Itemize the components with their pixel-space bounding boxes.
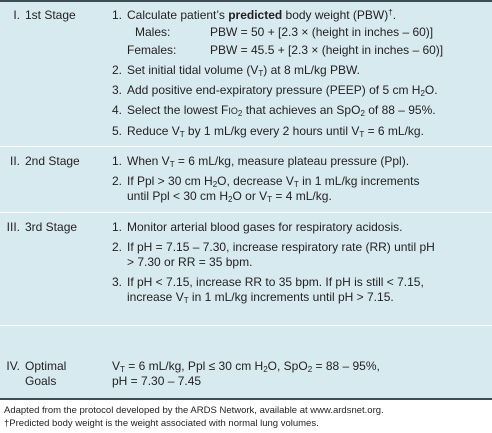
subscript: 2 [420, 89, 425, 98]
subscript: 2 [307, 365, 313, 374]
step-item [112, 124, 484, 139]
subscript: T [169, 160, 175, 169]
step-number: 2. [112, 174, 123, 188]
subscript: 2 [237, 109, 243, 118]
stage-label [6, 220, 98, 235]
step-text: Set initial tidal volume (V [127, 63, 259, 77]
step-item [112, 103, 484, 119]
stage-steps [112, 220, 484, 310]
subscript: T [183, 296, 189, 305]
step-number: 1. [112, 220, 123, 234]
footnotes [4, 404, 384, 430]
step-text: of 88 – 95%. [364, 103, 436, 117]
stage-number: I. [13, 8, 20, 22]
small-caps-text: IO [228, 106, 238, 116]
step-number: 5. [112, 124, 123, 138]
step-text: Add positive end-expiratory pressure (PEEP) of 5 cm H [127, 83, 421, 97]
stage-label [6, 154, 98, 169]
stage-3-row [0, 213, 492, 326]
stage-number: III. [6, 220, 20, 234]
formula-label: Females: [127, 43, 177, 57]
step-text: = 6 mL/kg, measure plateau pressure (Ppl). [174, 154, 410, 168]
step-text: O. [424, 83, 438, 97]
subscript: T [179, 130, 185, 139]
step-item [112, 83, 484, 98]
formula-females [127, 43, 484, 58]
footnote-marker: † [388, 8, 393, 17]
step-number: 1. [112, 8, 123, 22]
stage-title: 3rd Stage [25, 220, 78, 234]
stage-number: IV. [6, 359, 20, 373]
goal-text: = 88 – 95%, [312, 359, 380, 373]
goal-text: = 6 mL/kg, Ppl ≤ 30 cm H [124, 359, 264, 373]
subscript: 2 [360, 109, 365, 118]
step-text: Select the lowest F [127, 103, 229, 117]
subscript: 2 [228, 195, 233, 204]
step-text: that achieves an SpO [242, 103, 361, 117]
step-item [112, 220, 484, 235]
step-text: O, decrease V [217, 174, 294, 188]
step-text: ) at 8 mL/kg PBW. [263, 63, 360, 77]
step-text: > 7.30 or RR = 35 bpm. [127, 255, 253, 269]
step-text: O or V [232, 189, 268, 203]
step-bold-text: predicted [228, 8, 283, 22]
step-number: 1. [112, 154, 123, 168]
step-text: Monitor arterial blood gases for respiratory acidosis. [127, 220, 403, 234]
step-text: body weight (PBW) [282, 8, 389, 22]
optimal-goals [112, 359, 484, 389]
step-item [112, 275, 484, 305]
step-number: 4. [112, 103, 123, 117]
step-text: in 1 mL/kg increments until pH > 7.15. [188, 290, 394, 304]
step-text: by 1 mL/kg every 2 hours until V [184, 124, 360, 138]
step-text: = 6 mL/kg. [364, 124, 424, 138]
subscript: T [120, 365, 125, 374]
stage-title-line2: Goals [25, 374, 57, 388]
stage-title: Optimal [25, 359, 67, 373]
stage-number: II. [9, 154, 20, 168]
stage-title: 2nd Stage [25, 154, 80, 168]
step-text: If Ppl > 30 cm H [127, 174, 213, 188]
stage-4-row [0, 326, 492, 400]
step-item [112, 154, 484, 169]
subscript: T [293, 180, 299, 189]
step-text: Reduce V [127, 124, 180, 138]
stage-label [6, 8, 98, 23]
step-number: 3. [112, 275, 123, 289]
stage-2-row [0, 147, 492, 213]
subscript: T [267, 195, 273, 204]
stage-label [6, 359, 98, 389]
stage-title: 1st Stage [25, 8, 76, 22]
step-text: . [392, 8, 397, 22]
step-text: until Ppl < 30 cm H [127, 189, 229, 203]
subscript: T [359, 130, 365, 139]
step-item [112, 8, 484, 23]
step-item [112, 174, 484, 204]
step-number: 3. [112, 83, 123, 97]
step-number: 2. [112, 63, 123, 77]
formula-label: Males: [135, 25, 171, 39]
formula-males [127, 25, 484, 40]
step-text: If pH < 7.15, increase RR to 35 bpm. If pH is still < 7.15, [127, 275, 424, 289]
step-text: If pH = 7.15 – 7.30, increase respiratory rate (RR) until pH [127, 240, 435, 254]
subscript: 2 [212, 180, 218, 189]
step-text: increase V [127, 290, 184, 304]
formula-equation: PBW = 50 + [2.3 × (height in inches – 60)] [210, 25, 434, 39]
stage-steps [112, 8, 484, 144]
step-number: 2. [112, 240, 123, 254]
step-text: in 1 mL/kg increments [298, 174, 420, 188]
source-note: Adapted from the protocol developed by the ARDS Network, available at www.ardsnet.org. [4, 405, 384, 416]
step-text: = 4 mL/kg. [272, 189, 332, 203]
stage-1-row [0, 2, 492, 147]
step-item [112, 63, 484, 78]
goal-text: V [112, 359, 121, 373]
subscript: 2 [263, 365, 268, 374]
step-text: Calculate patient’s [127, 8, 229, 22]
stage-steps [112, 154, 484, 209]
pbw-footnote: †Predicted body weight is the weight associated with normal lung volumes. [4, 418, 319, 429]
step-item [112, 240, 484, 270]
formula-equation: PBW = 45.5 + [2.3 × (height in inches – 60)] [210, 43, 444, 57]
subscript: T [258, 69, 264, 78]
goal-text: pH = 7.30 – 7.45 [112, 374, 202, 388]
step-text: When V [127, 154, 170, 168]
goal-text: O, SpO [267, 359, 308, 373]
